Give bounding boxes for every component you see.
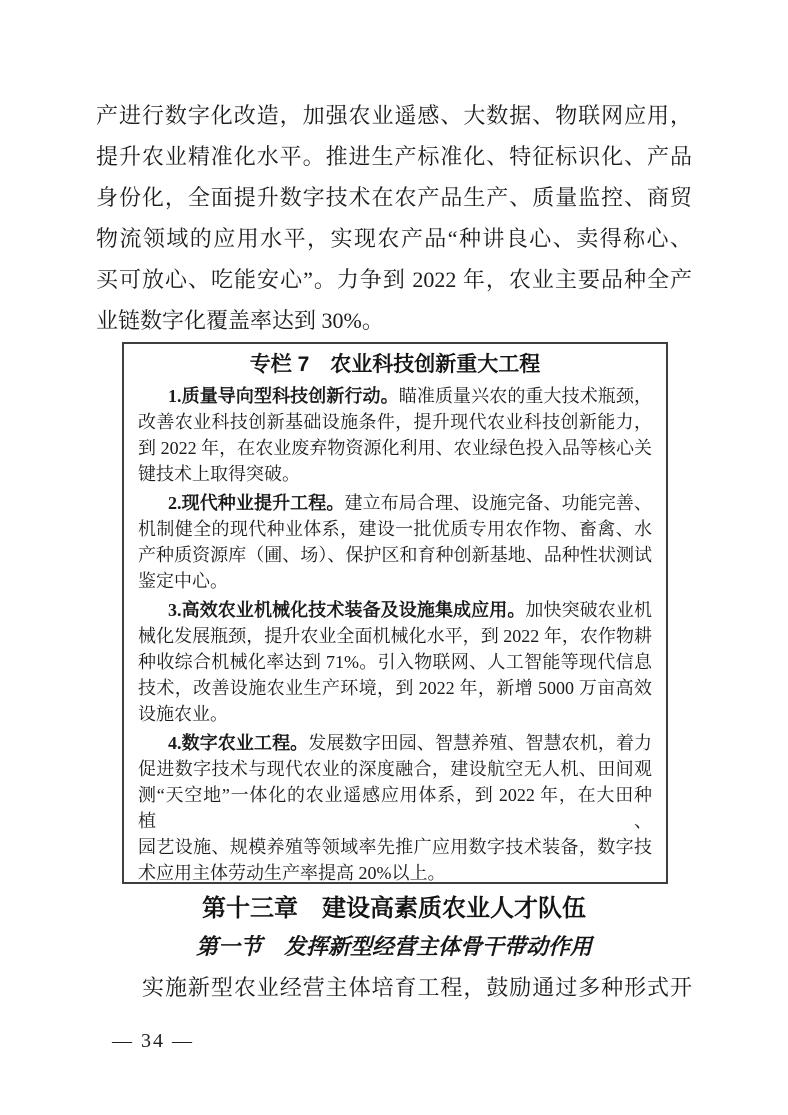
box-line: 机制健全的现代种业体系，建设一批优质专用农作物、畜禽、水	[138, 519, 652, 539]
box-line: 术应用主体劳动生产率提高 20%以上。	[138, 863, 446, 883]
box-item-text: 加快突破农业机	[525, 600, 652, 620]
box-line: 园艺设施、规模养殖等领域率先推广应用数字技术装备，数字技	[138, 837, 652, 857]
box-line: 到 2022 年，在农业废弃物资源化利用、农业绿色投入品等核心关	[138, 438, 652, 458]
box-line: 种收综合机械化率达到 71%。引入物联网、人工智能等现代信息	[138, 652, 652, 672]
paragraph-line: 物流领域的应用水平，实现农产品“种讲良心、卖得称心、	[96, 226, 692, 251]
box-line	[138, 490, 652, 516]
chapter-heading: 第十三章 建设高素质农业人才队伍	[202, 895, 586, 922]
box-item-lead: 2.现代种业提升工程。	[168, 493, 345, 513]
box-line: 测“天空地”一体化的农业遥感应用体系，到 2022 年，在大田种植、	[138, 785, 652, 831]
box-item	[138, 730, 652, 886]
box-item-text: 瞄准质量兴农的重大技术瓶颈，	[398, 386, 652, 406]
box-line	[138, 383, 652, 409]
box-line: 械化发展瓶颈，提升农业全面机械化水平，到 2022 年，农作物耕	[138, 626, 652, 646]
paragraph-line: 买可放心、吃能安心”。力争到 2022 年，农业主要品种全产	[96, 267, 692, 292]
box-item	[138, 383, 652, 487]
paragraph-line: 身份化，全面提升数字技术在农产品生产、质量监控、商贸	[96, 185, 692, 210]
feature-box-title: 专栏 7 农业科技创新重大工程	[249, 353, 541, 376]
box-item-text: 发展数字田园、智慧养殖、智慧农机，着力	[308, 733, 653, 753]
box-line: 促进数字技术与现代农业的深度融合，建设航空无人机、田间观	[138, 759, 652, 779]
box-line: 技术，改善设施农业生产环境，到 2022 年，新增 5000 万亩高效	[138, 678, 652, 698]
box-item-lead: 3.高效农业机械化技术装备及设施集成应用。	[168, 600, 526, 620]
box-line: 改善农业科技创新基础设施条件，提升现代农业科技创新能力，	[138, 412, 652, 432]
box-line: 产种质资源库（圃、场）、保护区和育种创新基地、品种性状测试	[138, 545, 652, 565]
box-item-lead: 4.数字农业工程。	[168, 733, 309, 753]
box-item	[138, 597, 652, 727]
feature-box	[122, 342, 668, 884]
box-item-text: 建立布局合理、设施完备、功能完善、	[344, 493, 653, 513]
paragraph-line: 产进行数字化改造，加强农业遥感、大数据、物联网应用，	[96, 103, 692, 128]
feature-box-body	[138, 383, 652, 886]
box-line	[138, 730, 652, 756]
box-line: 鉴定中心。	[138, 571, 228, 591]
box-line: 键技术上取得突破。	[138, 464, 300, 484]
box-line: 设施农业。	[138, 704, 228, 724]
box-item	[138, 490, 652, 594]
box-line	[138, 597, 652, 623]
paragraph-line: 业链数字化覆盖率达到 30%。	[96, 308, 384, 333]
paragraph-line: 提升农业精准化水平。推进生产标准化、特征标识化、产品	[96, 144, 692, 169]
closing-paragraph: 实施新型农业经营主体培育工程，鼓励通过多种形式开	[142, 975, 692, 1000]
page-number: — 34 —	[112, 1030, 194, 1052]
section-heading: 第一节 发挥新型经营主体骨干带动作用	[195, 934, 592, 959]
opening-paragraph	[96, 95, 692, 341]
box-item-lead: 1.质量导向型科技创新行动。	[168, 386, 399, 406]
